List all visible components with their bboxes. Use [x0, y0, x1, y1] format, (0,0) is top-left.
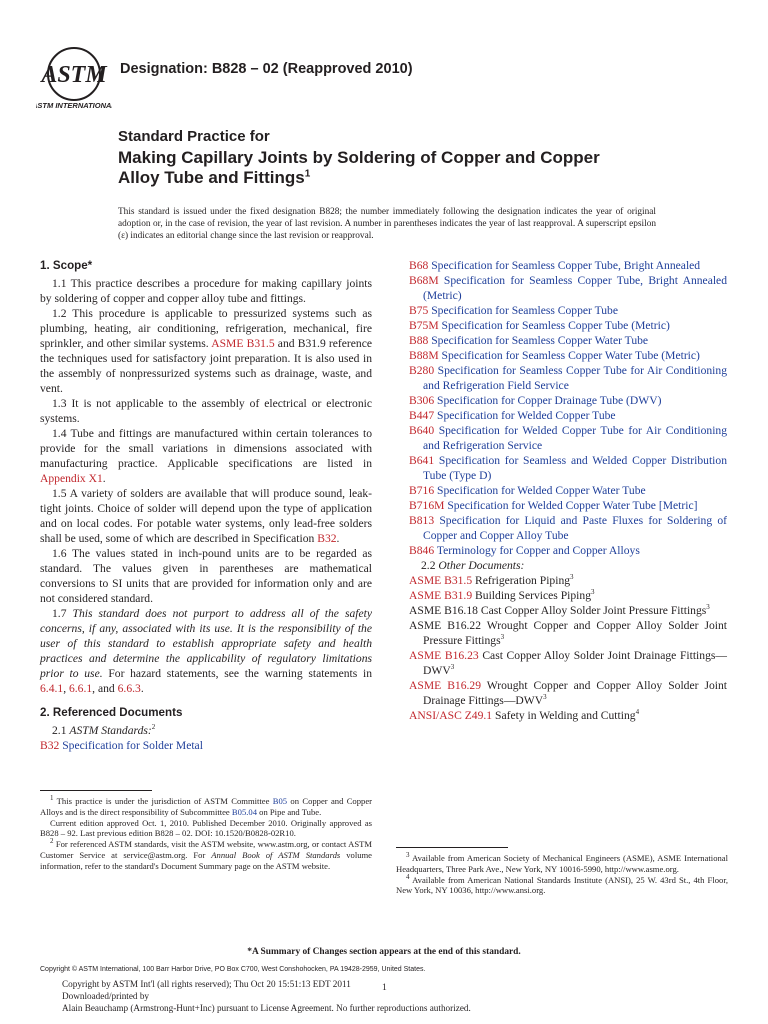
para-1-6: 1.6 The values stated in inch-pound units are to be regarded as standard. The values given in parentheses are mathematical conversions to SI units that are provided for information only and are not considered standard. — [40, 547, 372, 605]
ref-footnote-mark: 3 — [570, 573, 574, 582]
ref-code: ASME B16.22 — [409, 619, 482, 632]
ref-code[interactable]: ASME B31.9 — [409, 589, 473, 602]
footnote-1-edition: Current edition approved Oct. 1, 2010. Published December 2010. Originally approved as B828 – 92. Last previous edition B828 – 02. DOI: 10.1520/B0828-02R10. — [40, 817, 372, 839]
download-line-1: Copyright by ASTM Int'l (all rights reserved); Thu Oct 20 15:51:13 EDT 2011 — [62, 979, 351, 989]
astm-ref-item — [409, 453, 727, 483]
designation: Designation: B828 – 02 (Reapproved 2010) — [120, 61, 413, 77]
ref-code[interactable]: ASME B31.5 — [409, 574, 473, 587]
document-title — [118, 148, 678, 187]
link-6-4-1[interactable]: 6.4.1 — [40, 682, 64, 695]
ref-footnote-mark: 3 — [500, 633, 505, 642]
ref-b32 — [40, 738, 372, 753]
para-1-3: 1.3 It is not applicable to the assembly of electrical or electronic systems. — [40, 397, 372, 425]
link-subcommittee-b05-04[interactable]: B05.04 — [231, 806, 257, 817]
ref-code-link[interactable]: B641 — [409, 454, 435, 467]
astm-ref-item — [409, 258, 727, 273]
footnote-3: $^3$ Available from American Society of Mechanical Engineers (ASME), ASME International Headquarters, Three Park Ave., New York, NY 10016-5990, http://www.asme.org. — [396, 851, 728, 874]
para-1-5: 1.5 A variety of solders are available that will produce sound, leak-tight joints. Choice of solder will depend upon the type of application and on local codes. For potable water systems, only lead-free solders shall be used, some of which are described in Specification B32. — [40, 487, 372, 545]
referenced-documents-heading: 2. Referenced Documents — [40, 706, 183, 719]
ref-title-link[interactable]: Specification for Welded Copper Tube for Air Conditioning and Refrigeration Service — [423, 424, 728, 452]
ref-footnote-mark: 3 — [706, 603, 710, 612]
scope-heading: 1. Scope* — [40, 259, 93, 272]
other-ref-item — [409, 678, 727, 708]
svg-text:ASTM: ASTM — [41, 62, 107, 88]
ref-code-link[interactable]: B306 — [409, 394, 435, 407]
astm-ref-item — [409, 543, 727, 558]
ref-title-link[interactable]: Specification for Solder Metal — [62, 739, 203, 752]
para-1-2: 1.2 This procedure is applicable to pressurized systems such as plumbing, heating, air conditioning, refrigeration, mechanical, fire sprinkler, and other similar systems. ASME B31.5 and B31.9 reference the techniques used for satisfactory joint preparation. It is also used in the assembly of nonpressurized systems such as drainage, waste, and vent. — [40, 307, 373, 395]
download-line-3: Alain Beauchamp (Armstrong-Hunt+Inc) pursuant to License Agreement. No further reproductions authorized. — [62, 1003, 471, 1014]
ref-footnote-mark: 3 — [450, 663, 455, 672]
title-line-2: Alloy Tube and Fittings — [118, 167, 305, 187]
para-2-2: 2.2 Other Documents: — [421, 559, 525, 572]
ref-title-link[interactable]: Specification for Seamless Copper Tube — [431, 304, 618, 317]
right-column — [409, 258, 727, 723]
astm-ref-item — [409, 303, 727, 318]
ref-title-link[interactable]: Specification for Welded Copper Water Tube — [437, 484, 646, 497]
ref-title-link[interactable]: Specification for Seamless Copper Tube, Bright Annealed (Metric) — [423, 274, 728, 302]
footnote-4: $^4$ Available from American National Standards Institute (ANSI), 25 W. 43rd St., 4th Floor, New York, NY 10036, http://www.ansi.org. — [396, 872, 728, 896]
astm-ref-item — [409, 423, 727, 453]
title-footnote-mark: 1 — [304, 167, 311, 179]
ref-footnote-mark: 3 — [543, 693, 547, 702]
astm-ref-item — [409, 318, 727, 333]
footnote-2: $^2$ For referenced ASTM standards, visit the ASTM website, www.astm.org, or contact ASTM Customer Service at service@astm.org. For Annual Book of ASTM Standards volume information, refer to the standard's Document Summary page on the ASTM website. — [40, 837, 373, 871]
link-b32[interactable]: B32 — [317, 532, 337, 545]
other-ref-item — [409, 573, 727, 588]
other-ref-item — [409, 618, 727, 648]
ref-code: ASME B16.18 — [409, 604, 478, 617]
other-ref-item — [409, 708, 727, 723]
astm-ref-item — [409, 363, 727, 393]
link-6-6-3[interactable]: 6.6.3 — [117, 682, 141, 695]
ref-title: Cast Copper Alloy Solder Joint Drainage Fittings—DWV — [423, 649, 727, 677]
download-line-2: Downloaded/printed by — [62, 991, 150, 1002]
ref-code-link[interactable]: B813 — [409, 514, 435, 527]
ref-code[interactable]: ASME B16.29 — [409, 679, 482, 692]
para-1-4: 1.4 Tube and fittings are manufactured within certain tolerances to provide for the small variations in dimensions associated with manufacturing practice. Applicable specifications are listed in Appendix X1. — [40, 427, 372, 485]
ref-title-link[interactable]: Specification for Seamless Copper Tube for Air Conditioning and Refrigeration Field Service — [423, 364, 727, 392]
astm-ref-item — [409, 333, 727, 348]
astm-reference-list — [409, 258, 727, 558]
para-2-1: 2.1 ASTM Standards:$^2$ — [52, 723, 156, 737]
link-6-6-1[interactable]: 6.6.1 — [68, 682, 93, 695]
left-column — [40, 258, 372, 753]
ref-footnote-mark: 4 — [635, 708, 640, 717]
ref-title-link[interactable]: Specification for Seamless Copper Water Tube (Metric) — [441, 349, 700, 362]
ref-code-link[interactable]: B716M — [409, 499, 445, 512]
footnote-separator-right — [396, 847, 508, 848]
ref-code-link[interactable]: B88M — [409, 349, 439, 362]
astm-ref-item — [409, 513, 727, 543]
logo-text: ASTM INTERNATIONAL — [36, 101, 112, 110]
ref-code-link[interactable]: B68 — [409, 259, 429, 272]
ref-title-link[interactable]: Specification for Seamless Copper Tube (Metric) — [441, 319, 670, 332]
astm-logo — [36, 44, 112, 112]
ref-code-link[interactable]: B75 — [409, 304, 429, 317]
ref-code-link[interactable]: B447 — [409, 409, 435, 422]
other-ref-item — [409, 603, 727, 618]
footnotes-left — [40, 796, 372, 872]
ref-title: Wrought Copper and Copper Alloy Solder Joint Pressure Fittings — [423, 619, 727, 647]
ref-code-link[interactable]: B846 — [409, 544, 435, 557]
ref-title: Building Services Piping — [475, 589, 591, 602]
ref-code-link[interactable]: B280 — [409, 364, 435, 377]
other-reference-list — [409, 573, 727, 723]
ref-code-link[interactable]: B75M — [409, 319, 439, 332]
page-number: 1 — [382, 983, 387, 993]
ref-title-link[interactable]: Specification for Welded Copper Water Tube [Metric] — [447, 499, 698, 512]
ref-title-link[interactable]: Terminology for Copper and Copper Alloys — [436, 544, 640, 557]
other-ref-item — [409, 648, 727, 678]
footnote-separator-left — [40, 790, 152, 791]
astm-ref-item — [409, 483, 727, 498]
astm-ref-item — [409, 408, 727, 423]
footnotes-right — [396, 853, 728, 896]
ref-title-link[interactable]: Specification for Seamless Copper Tube, Bright Annealed — [431, 259, 701, 272]
link-committee-b05[interactable]: B05 — [272, 796, 288, 806]
ref-code-link[interactable]: B716 — [409, 484, 435, 497]
link-appendix-x1[interactable]: Appendix X1 — [40, 472, 103, 485]
issue-note: This standard is issued under the fixed designation B828; the number immediately following the designation indicates the year of original adoption or, in the case of revision, the year of last revision. A number in parentheses indicates the year of last reapproval. A superscript epsilon (ε) indicates an editorial change since the last revision or reapproval. — [118, 207, 656, 241]
ref-title-link[interactable]: Specification for Welded Copper Tube — [437, 409, 616, 422]
link-asme-b31-5[interactable]: ASME B31.5 — [211, 337, 275, 350]
title-line-1: Making Capillary Joints by Soldering of Copper and Copper — [118, 148, 600, 167]
astm-ref-item — [409, 348, 727, 363]
ref-title: Safety in Welding and Cutting — [495, 709, 636, 722]
ref-title-link[interactable]: Specification for Copper Drainage Tube (DWV) — [437, 394, 662, 407]
ref-title: Cast Copper Alloy Solder Joint Pressure Fittings — [480, 604, 707, 617]
ref-code[interactable]: ANSI/ASC Z49.1 — [409, 709, 493, 722]
other-ref-item — [409, 588, 727, 603]
ref-code[interactable]: ASME B16.23 — [409, 649, 479, 662]
para-1-1: 1.1 This practice describes a procedure for making capillary joints by soldering of copper and copper alloy tube and fittings. — [40, 277, 372, 305]
summary-of-changes-note: *A Summary of Changes section appears at the end of this standard. — [247, 947, 521, 957]
footnote-1: $^1$ This practice is under the jurisdiction of ASTM Committee B05 on Copper and Copper Alloys and is the direct responsibility of Subcommittee B05.04 on Pipe and Tube. — [40, 794, 372, 817]
ref-footnote-mark: 3 — [590, 588, 595, 597]
para-1-7: 1.7 This standard does not purport to address all of the safety concerns, if any, associated with its use. It is the responsibility of the user of this standard to establish appropriate safety and health practices and determine the applicability of regulatory limitations prior to use. For hazard statements, see the warning statements in 6.4.1, 6.6.1, and 6.6.3. — [40, 607, 372, 695]
ref-title: Wrought Copper and Copper Alloy Solder Joint Drainage Fittings—DWV — [423, 679, 727, 707]
title-prefix: Standard Practice for — [118, 128, 270, 145]
astm-ref-item — [409, 498, 727, 513]
download-stamp — [62, 978, 471, 1015]
ref-code-link[interactable]: B88 — [409, 334, 429, 347]
astm-ref-item — [409, 393, 727, 408]
ref-title-link[interactable]: Specification for Seamless and Welded Copper Distribution Tube (Type D) — [423, 454, 727, 482]
copyright-line: Copyright © ASTM International, 100 Barr Harbor Drive, PO Box C700, West Conshohocken, PA 19428-2959, United States. — [40, 966, 426, 973]
astm-ref-item — [409, 273, 727, 303]
ref-code-link[interactable]: B640 — [409, 424, 435, 437]
ref-title-link[interactable]: Specification for Liquid and Paste Fluxes for Soldering of Copper and Copper Alloy Tube — [423, 514, 727, 542]
ref-title: Refrigeration Piping — [475, 574, 571, 587]
ref-title-link[interactable]: Specification for Seamless Copper Water Tube — [431, 334, 649, 347]
ref-code-link[interactable]: B32 — [40, 739, 60, 752]
ref-code-link[interactable]: B68M — [409, 274, 439, 287]
